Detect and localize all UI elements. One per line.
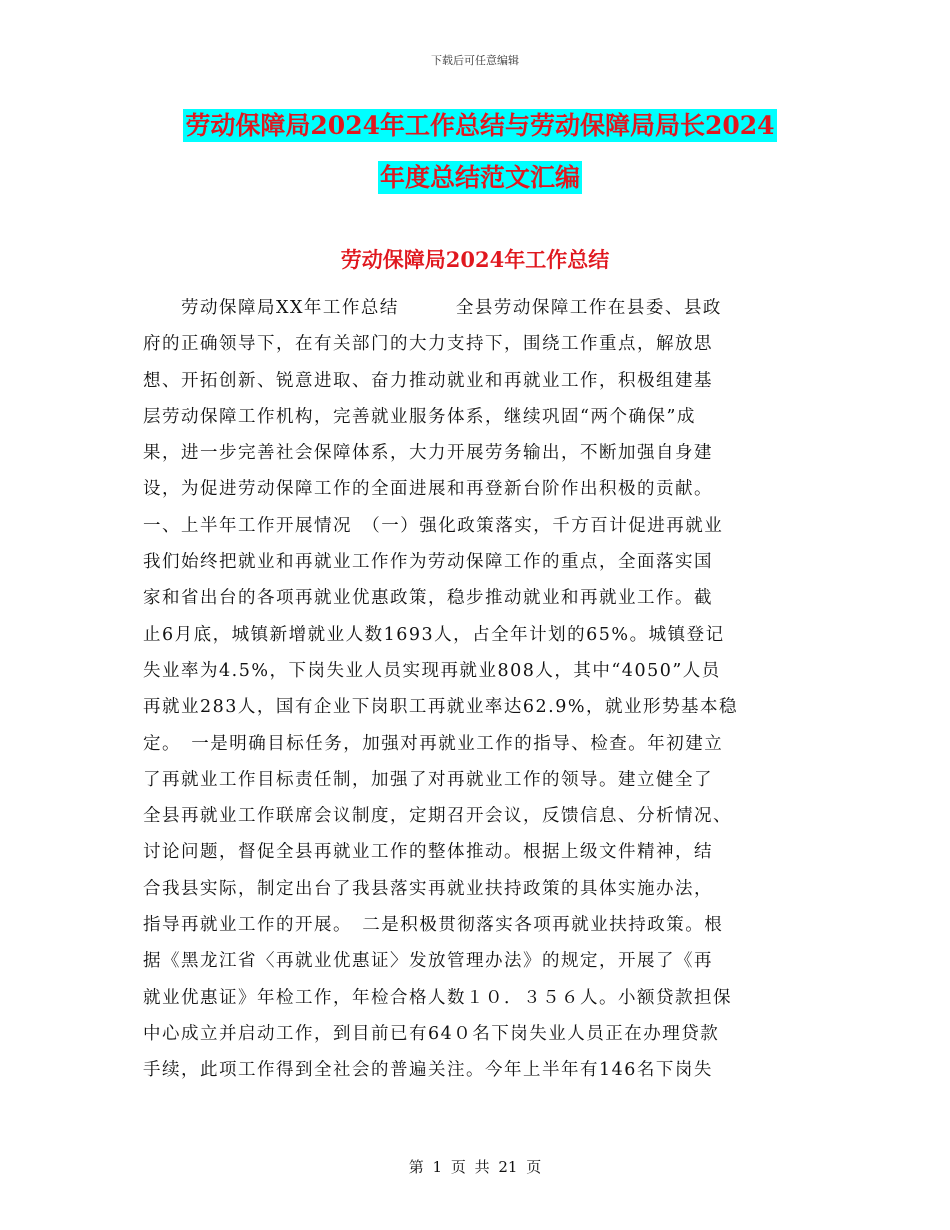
body-text xyxy=(143,290,803,1089)
body-line: 家和省出台的各项再就业优惠政策，稳步推动就业和再就业工作。截 xyxy=(143,588,713,609)
section-title: 劳动保障局2024年工作总结 xyxy=(340,247,610,272)
body-line: 设，为促进劳动保障工作的全面进展和再登新台阶作出积极的贡献。 xyxy=(143,479,713,500)
body-line: 果，进一步完善社会保障体系，大力开展劳务输出，不断加强自身建 xyxy=(143,443,713,464)
header-note: 下载后可任意编辑 xyxy=(431,54,519,67)
body-line: 一、上半年工作开展情况 （一）强化政策落实，千方百计促进再就业 xyxy=(143,515,724,536)
body-line: 再就业283人，国有企业下岗职工再就业率达62.9%，就业形势基本稳 xyxy=(143,697,738,718)
body-line: 想、开拓创新、锐意进取、奋力推动就业和再就业工作，积极组建基 xyxy=(143,370,713,391)
body-line: 手续，此项工作得到全社会的普遍关注。今年上半年有146名下岗失 xyxy=(143,1060,713,1081)
body-line: 全县再就业工作联席会议制度，定期召开会议，反馈信息、分析情况、 xyxy=(143,806,732,827)
body-line: 指导再就业工作的开展。 二是积极贯彻落实各项再就业扶持政策。根 xyxy=(143,915,724,936)
body-line: 止6月底，城镇新增就业人数1693人，占全年计划的65%。城镇登记 xyxy=(143,624,725,645)
body-line: 层劳动保障工作机构，完善就业服务体系，继续巩固“两个确保”成 xyxy=(143,406,696,427)
document-title-line-2: 年度总结范文汇编 xyxy=(379,163,580,192)
body-line: 我们始终把就业和再就业工作作为劳动保障工作的重点，全面落实国 xyxy=(143,552,713,573)
page-footer: 第 1 页 共 21 页 xyxy=(408,1158,542,1176)
body-line: 了再就业工作目标责任制，加强了对再就业工作的领导。建立健全了 xyxy=(143,769,713,790)
document-title xyxy=(140,100,820,204)
body-line: 讨论问题，督促全县再就业工作的整体推动。根据上级文件精神，结 xyxy=(143,842,713,863)
body-line: 合我县实际，制定出台了我县落实再就业扶持政策的具体实施办法， xyxy=(143,878,713,899)
body-line: 失业率为4.5%，下岗失业人员实现再就业808人，其中“4050”人员 xyxy=(143,660,721,681)
body-line: 府的正确领导下，在有关部门的大力支持下，围绕工作重点，解放思 xyxy=(143,334,713,355)
body-line: 定。 一是明确目标任务，加强对再就业工作的指导、检查。年初建立 xyxy=(143,733,724,754)
body-line: 中心成立并启动工作，到目前已有64０名下岗失业人员正在办理贷款 xyxy=(143,1023,720,1044)
body-line: 就业优惠证》年检工作，年检合格人数１０．３５６人。小额贷款担保 xyxy=(143,987,732,1008)
body-line: 劳动保障局XX年工作总结 全县劳动保障工作在县委、县政 xyxy=(143,298,722,318)
body-line: 据《黑龙江省〈再就业优惠证〉发放管理办法》的规定，开展了《再 xyxy=(143,951,713,972)
document-title-line-1: 劳动保障局2024年工作总结与劳动保障局局长2024 xyxy=(185,111,775,140)
